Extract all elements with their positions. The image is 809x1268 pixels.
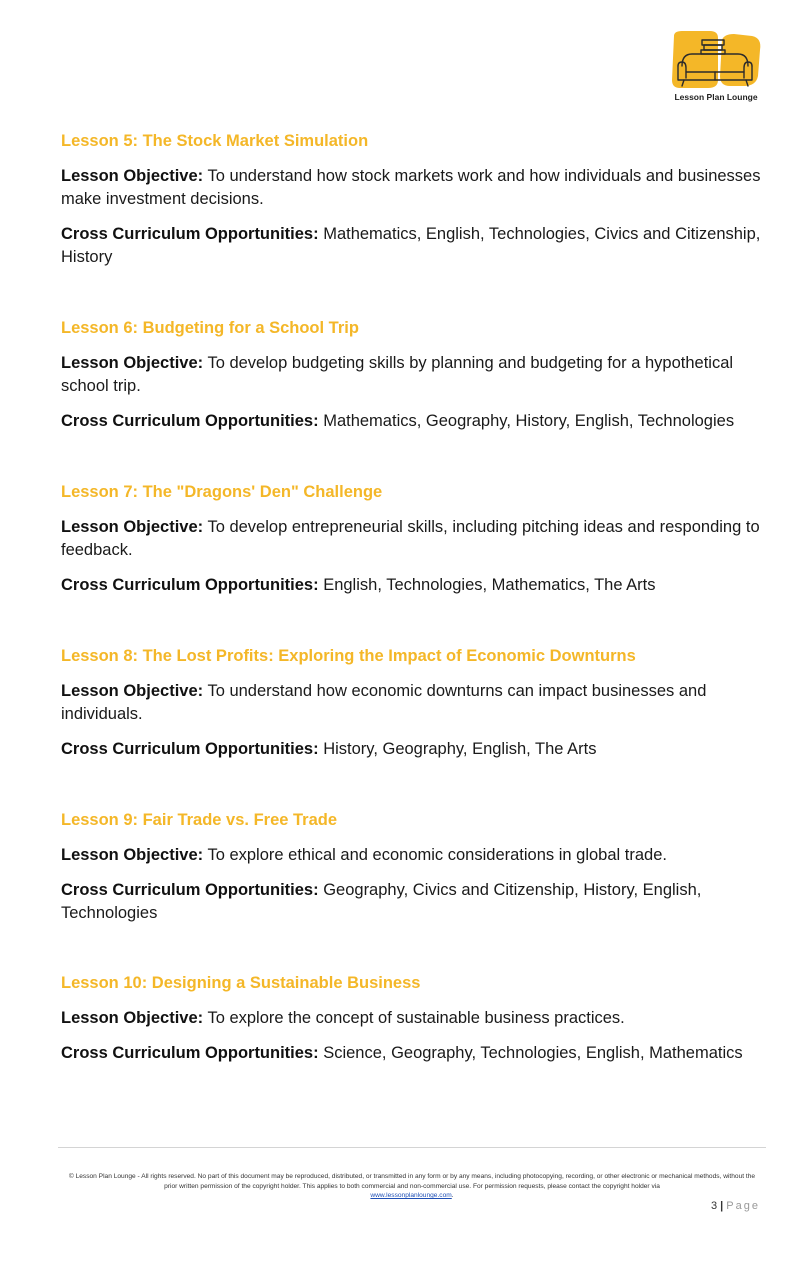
sofa-logo-icon <box>668 30 764 92</box>
lesson-title: Lesson 8: The Lost Profits: Exploring the Impact of Economic Downturns <box>61 647 636 665</box>
cross-curriculum <box>61 223 761 269</box>
page-number-value: 3 <box>710 1200 718 1212</box>
page-word: Page <box>726 1200 760 1212</box>
cross-text: History, Geography, English, The Arts <box>323 740 597 758</box>
lesson-objective <box>61 516 761 562</box>
cross-label: Cross Curriculum Opportunities: <box>61 412 319 430</box>
lesson-title: Lesson 9: Fair Trade vs. Free Trade <box>61 811 338 829</box>
lesson-objective <box>61 352 761 398</box>
objective-label: Lesson Objective: <box>61 167 204 185</box>
cross-label: Cross Curriculum Opportunities: <box>61 881 319 899</box>
cross-curriculum <box>61 574 761 597</box>
cross-label: Cross Curriculum Opportunities: <box>61 576 319 594</box>
cross-text: Mathematics, Geography, History, English, Technologies <box>323 412 735 430</box>
objective-label: Lesson Objective: <box>61 1009 204 1027</box>
lesson-objective <box>61 165 761 211</box>
cross-text: Geography, Civics and Citizenship, History, English, Technologies <box>61 881 702 922</box>
objective-label: Lesson Objective: <box>61 354 204 372</box>
footer-divider <box>58 1147 766 1148</box>
lesson-objective <box>61 1007 761 1030</box>
link-suffix: . <box>451 1192 454 1199</box>
lesson-6 <box>61 317 761 433</box>
page-number <box>711 1200 760 1212</box>
page-separator: | <box>720 1200 724 1212</box>
objective-text: To explore ethical and economic considerations in global trade. <box>207 846 667 864</box>
cross-label: Cross Curriculum Opportunities: <box>61 1044 319 1062</box>
objective-text: To understand how economic downturns can impact businesses and individuals. <box>61 682 707 723</box>
copyright-text: © Lesson Plan Lounge - All rights reserved. No part of this document may be reproduced, distributed, or transmitted in any form or by any means, including photocopying, recording, or other electronic or mechanical methods, without the prior written permission of the copyright holder. This applies to both commercial and non-commercial use. For permission requests, please contact the copyright holder via <box>68 1173 756 1190</box>
logo-text: Lesson Plan Lounge <box>674 92 758 102</box>
lesson-title: Lesson 7: The "Dragons' Den" Challenge <box>61 483 383 501</box>
lesson-objective <box>61 844 761 867</box>
objective-label: Lesson Objective: <box>61 846 204 864</box>
objective-text: To explore the concept of sustainable business practices. <box>207 1009 625 1027</box>
objective-label: Lesson Objective: <box>61 518 204 536</box>
cross-text: English, Technologies, Mathematics, The Arts <box>323 576 656 594</box>
cross-label: Cross Curriculum Opportunities: <box>61 225 319 243</box>
cross-text: Mathematics, English, Technologies, Civics and Citizenship, History <box>61 225 761 266</box>
cross-curriculum <box>61 738 761 761</box>
objective-text: To understand how stock markets work and how individuals and businesses make investment decisions. <box>61 167 761 208</box>
objective-label: Lesson Objective: <box>61 682 204 700</box>
lesson-title: Lesson 5: The Stock Market Simulation <box>61 132 369 150</box>
lesson-5 <box>61 130 761 269</box>
cross-text: Science, Geography, Technologies, English, Mathematics <box>323 1044 743 1062</box>
objective-text: To develop budgeting skills by planning and budgeting for a hypothetical school trip. <box>61 354 734 395</box>
lesson-10 <box>61 972 761 1065</box>
copyright-notice <box>62 1172 762 1201</box>
cross-curriculum <box>61 1042 761 1065</box>
cross-curriculum <box>61 879 761 925</box>
lesson-9 <box>61 809 761 925</box>
lesson-7 <box>61 481 761 597</box>
website-link[interactable]: www.lessonplanlounge.com <box>370 1192 452 1199</box>
lesson-title: Lesson 10: Designing a Sustainable Business <box>61 974 421 992</box>
objective-text: To develop entrepreneurial skills, including pitching ideas and responding to feedback. <box>61 518 760 559</box>
logo <box>668 30 764 106</box>
lesson-objective <box>61 680 761 726</box>
lesson-title: Lesson 6: Budgeting for a School Trip <box>61 319 359 337</box>
cross-label: Cross Curriculum Opportunities: <box>61 740 319 758</box>
lesson-8 <box>61 645 761 761</box>
cross-curriculum <box>61 410 761 433</box>
